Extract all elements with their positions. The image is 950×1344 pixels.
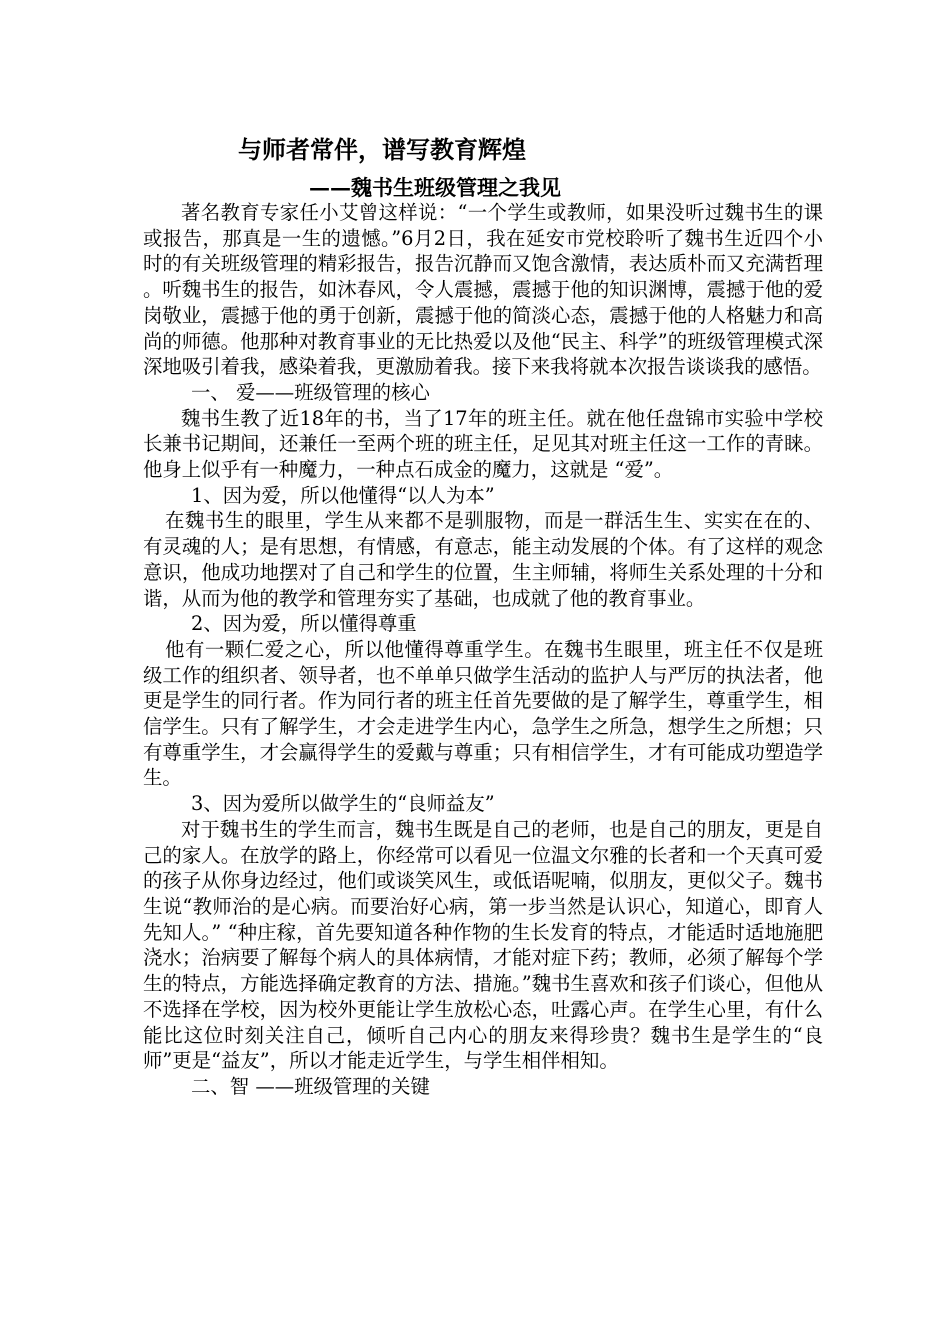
paragraph-mentor-friend: 对于魏书生的学生而言，魏书生既是自己的老师，也是自己的朋友，更是自己的家人。在放学的路上，你经常可以看见一位温文尔雅的长者和一个天真可爱的孩子从你身边经过，他们或谈笑风生，或低语呢喃，似朋友，更似父子。魏书生说“教师治的是心病。而要治好心病，第一步当然是认识心，知道心，即育人先知人。” “种庄稼，首先要知道各种作物的生长发育的特点，才能适时适地施肥浇水；治病要了解每个病人的具体病情，才能对症下药；教师，必须了解每个学生的特点，方能选择确定教育的方法、措施。”魏书生喜欢和孩子们谈心，但他从不选择在学校，因为校外更能让学生放松心态，吐露心声。在学生心里，有什么能比这位时刻关注自己，倾听自己内心的朋友来得珍贵？魏书生是学生的“良师”更是“益友”，所以才能走近学生，与学生相伴相知。 — [143, 817, 823, 1073]
document-title: 与师者常伴，谱写教育辉煌 — [238, 135, 526, 164]
subheading-people-oriented: 1、因为爱，所以他懂得“以人为本” — [191, 483, 495, 507]
paragraph-love-intro: 魏书生教了近18年的书，当了17年的班主任。就在他任盘锦市实验中学校长兼书记期间，还兼任一至两个班的班主任，足见其对班主任这一工作的青睐。他身上似乎有一种魔力，一种点石成金的魔力，这就是 “爱”。 — [143, 406, 823, 482]
section-heading-love: 一、 爱——班级管理的核心 — [191, 380, 430, 404]
section-heading-wisdom: 二、智 ——班级管理的关键 — [191, 1074, 430, 1098]
paragraph-intro: 著名教育专家任小艾曾这样说：“一个学生或教师，如果没听过魏书生的课或报告，那真是一生的遗憾。”6月2日，我在延安市党校聆听了魏书生近四个小时的有关班级管理的精彩报告，报告沉静而又饱含激情，表达质朴而又充满哲理 。听魏书生的报告，如沐春风，令人震撼，震撼于他的知识渊博，震撼于他的爱岗敬业，震撼于他的勇于创新，震撼于他的简淡心态，震撼于他的人格魅力和高尚的师德。他那种对教育事业的无比热爱以及他“民主、科学”的班级管理模式深深地吸引着我，感染着我，更激励着我。接下来我将就本次报告谈谈我的感悟。 — [143, 201, 823, 379]
subheading-respect: 2、因为爱，所以懂得尊重 — [191, 612, 417, 636]
document-body — [143, 200, 823, 1100]
document-subtitle: ——魏书生班级管理之我见 — [309, 175, 561, 200]
paragraph-respect: 他有一颗仁爱之心，所以他懂得尊重学生。在魏书生眼里，班主任不仅是班级工作的组织者、领导者，也不单单只做学生活动的监护人与严厉的执法者，他更是学生的同行者。作为同行者的班主任首先要做的是了解学生，尊重学生，相信学生。只有了解学生，才会走进学生内心，急学生之所急，想学生之所想；只有尊重学生，才会赢得学生的爱戴与尊重；只有相信学生，才有可能成功塑造学生。 — [143, 637, 823, 790]
subheading-mentor-friend: 3、因为爱所以做学生的“良师益友” — [191, 792, 495, 816]
paragraph-people-oriented: 在魏书生的眼里，学生从来都不是驯服物，而是一群活生生、实实在在的、有灵魂的人；是有思想，有情感，有意志，能主动发展的个体。有了这样的观念意识，他成功地摆对了自己和学生的位置，生主师辅，将师生关系处理的十分和谐，从而为他的教学和管理夯实了基础，也成就了他的教育事业。 — [143, 509, 823, 610]
